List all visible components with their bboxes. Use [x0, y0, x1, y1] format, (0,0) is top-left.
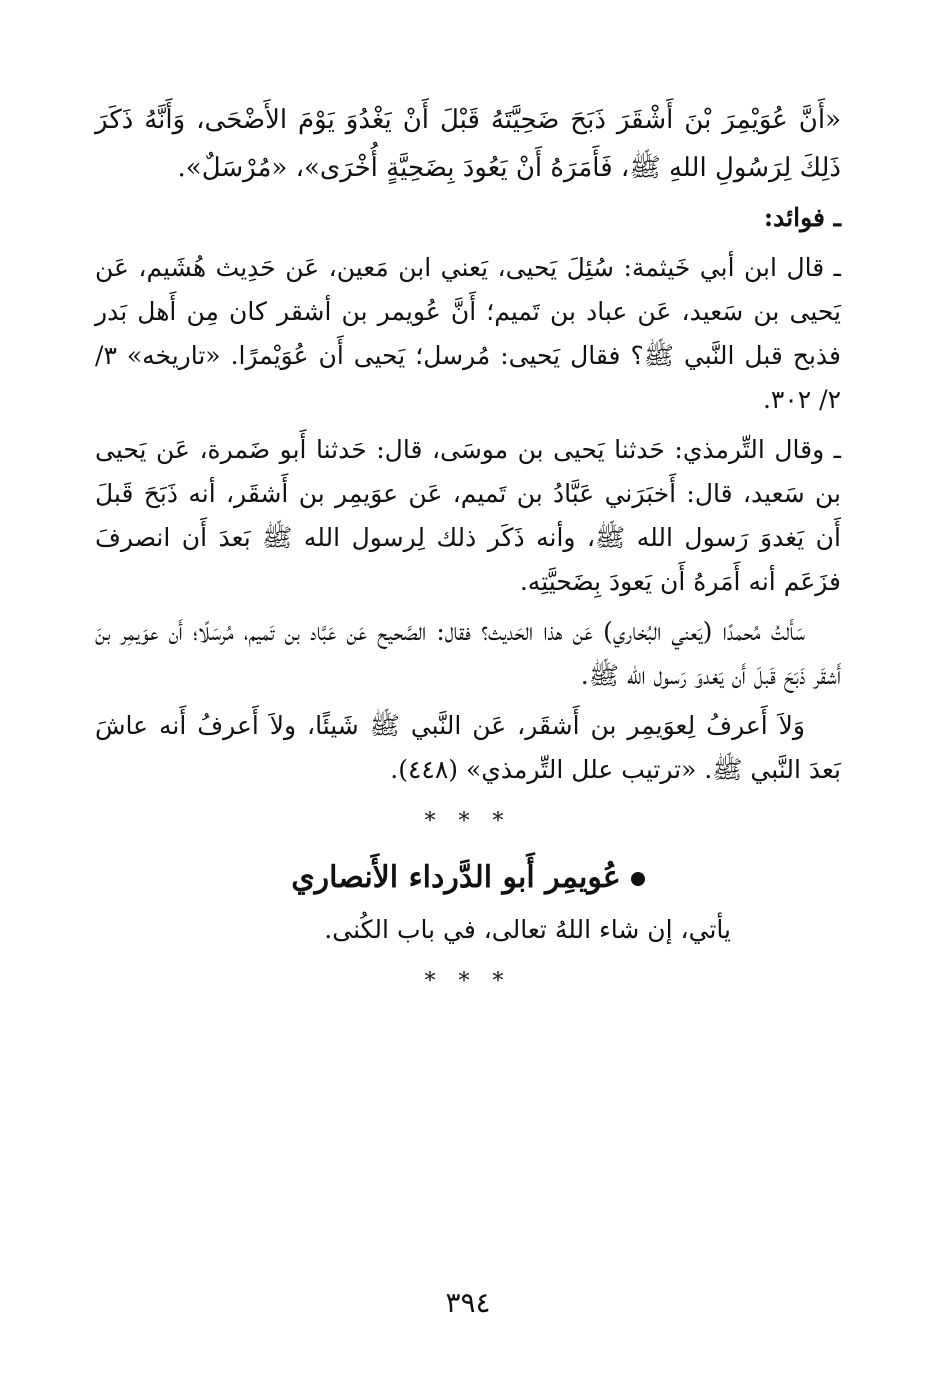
fawaid-heading: ـ فوائد:	[763, 203, 841, 232]
paragraph-tirmidhi: ـ وقال التِّرمذي: حَدثنا يَحيى بن موسَى، قال: حَدثنا أَبو ضَمرة، عَن يَحيى بن سَعيد، قال: أَخبَرَني عَبَّادُ بن تَميم، عَن عوَيمِر بن أَشقَر، أنه ذَبَحَ قَبلَ أَن يَغدوَ رَسول الله ﷺ، وأنه ذَكَر ذلك لِرسول الله ﷺ بَعدَ أَن انصرفَ فزَعَم أنه أَمَرهُ أَن يَعودَ بِضَحيَّتِه.	[95, 435, 841, 596]
entry-heading-text: عُويمِر أَبو الدَّرداء الأَنصاري	[291, 860, 621, 895]
separator-stars-bottom: * * *	[424, 969, 512, 994]
bullet-icon	[631, 872, 645, 886]
page-body	[95, 96, 841, 1006]
page-number: ٣٩٤	[445, 1286, 491, 1319]
cross-reference-note: يأتي، إن شاء اللهُ تعالى، في باب الكُنى.	[324, 915, 731, 944]
paragraph-ibn-abi-khaythama: ـ قال ابن أبي خَيثمة: سُئِلَ يَحيى، يَعني ابن مَعين، عَن حَدِيث هُشَيم، عَن يَحيى بن سَعيد، عَن عباد بن تَميم؛ أَنَّ عُويمر بن أشقر كان مِن أَهل بَدر فذبح قبل النَّبي ﷺ؟ فقال يَحيى: مُرسل؛ يَحيى أَن عُوَيْمرًا. «تاريخه» ٣/ ٢/ ٣٠٢.	[95, 253, 841, 414]
paragraph-bukhari-answer: سَأَلتُ مُحمدًا (يَعني البُخاري) عَن هذا الحَديث؟ فقال: الصَّحيح عَن عَبَّاد بن تَميم، مُرسَلًا؛ أَن عوَيمِر بنَ أَشقَر ذَبَحَ قَبلَ أَن يَغدوَ رَسول الله ﷺ.	[95, 617, 841, 690]
hadith-quote: «أَنَّ عُوَيْمِرَ بْنَ أَشْقَرَ ذَبَحَ ضَحِيَّتَهُ قَبْلَ أَنْ يَغْدُوَ يَوْمَ الأَضْحَى، وَأَنَّهُ ذَكَرَ ذَلِكَ لِرَسُولِ اللهِ ﷺ، فَأَمَرَهُ أَنْ يَعُودَ بِضَحِيَّةٍ أُخْرَى»، «مُرْسَلٌ».	[95, 105, 841, 183]
entry-heading	[95, 850, 841, 906]
separator-stars-top: * * *	[424, 809, 512, 834]
paragraph-tirmidhi-note: وَلاَ أَعرفُ لِعوَيمِر بن أَشقَر، عَن النَّبي ﷺ شَيئًا، ولاَ أَعرفُ أَنه عاشَ بَعدَ النَّبي ﷺ. «ترتيب علل التِّرمذي» (٤٤٨).	[95, 711, 841, 784]
